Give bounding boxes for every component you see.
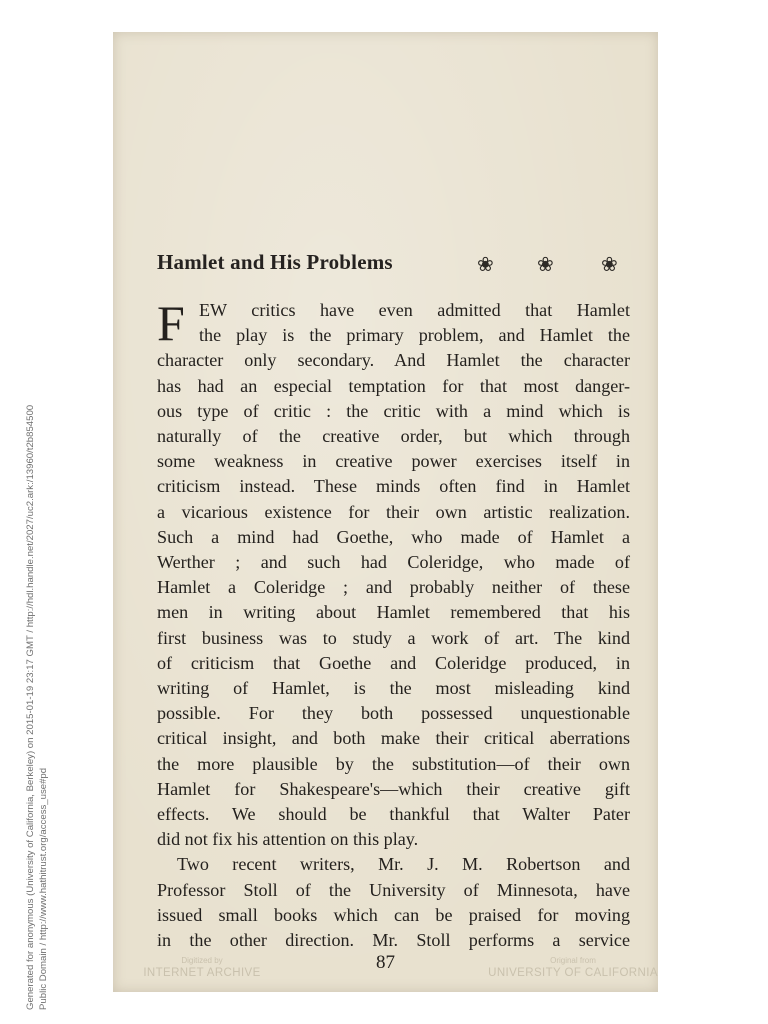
digitized-by-watermark	[132, 956, 272, 980]
text-line: the more plausible by the substitution—of their own	[157, 753, 630, 774]
internet-archive-logo-text: INTERNET ARCHIVE	[143, 967, 261, 979]
text-line: a vicarious existence for their own artistic realization.	[157, 501, 630, 522]
chapter-heading	[157, 250, 637, 280]
text-line: ous type of critic : the critic with a mind which is	[157, 400, 630, 421]
paragraph-1	[157, 295, 630, 852]
page-number: 87	[376, 952, 395, 973]
text-line: Two recent writers, Mr. J. M. Robertson and	[177, 854, 630, 875]
text-line: some weakness in creative power exercises itself in	[157, 451, 630, 472]
book-page	[113, 32, 658, 992]
original-from-watermark	[483, 956, 658, 980]
university-logo-text: UNIVERSITY OF CALIFORNIA	[488, 967, 658, 979]
access-stamp-text	[24, 405, 50, 1010]
text-line: naturally of the creative order, but which through	[157, 426, 630, 446]
text-line: men in writing about Hamlet remembered that his	[157, 602, 630, 623]
text-line: writing of Hamlet, is the most misleading kind	[157, 678, 630, 699]
watermark-small-text: Digitized by	[181, 956, 223, 965]
text-line: Professor Stoll of the University of Minnesota, have	[157, 879, 630, 900]
text-line: in the other direction. Mr. Stoll performs a service	[157, 930, 630, 951]
chapter-title: Hamlet and His Problems	[157, 250, 393, 274]
watermark-small-text: Original from	[550, 956, 596, 965]
text-line: effects. We should be thankful that Walter Pater	[157, 804, 630, 825]
fleuron-icon: ❀	[537, 252, 554, 276]
text-line: Hamlet a Coleridge ; and probably neither of these	[157, 577, 630, 598]
text-line: critical insight, and both make their critical aberrations	[157, 728, 630, 749]
text-line: of criticism that Goethe and Coleridge produced, in	[157, 652, 630, 673]
text-line: character only secondary. And Hamlet the character	[157, 350, 630, 371]
access-stamp-line-1: Generated for anonymous (University of California, Berkeley) on 2015-01-19 23:17 GMT / http://hdl.handle.net/2027/uc2.ark:/13960/t2b854500	[25, 404, 36, 1010]
access-stamp-line-2: Public Domain / http://www.hathitrust.org/access_use#pd	[38, 767, 49, 1010]
text-line: first business was to study a work of art. The kind	[157, 627, 630, 648]
text-line: possible. For they both possessed unquestionable	[157, 703, 630, 724]
fleuron-icon: ❀	[477, 252, 494, 276]
text-line: EW critics have even admitted that Hamlet	[199, 300, 630, 320]
access-stamp	[0, 0, 50, 1024]
text-line: Hamlet for Shakespeare's—which their creative gift	[157, 778, 630, 799]
dropcap-block	[157, 295, 630, 351]
text-line: criticism instead. These minds often find in Hamlet	[157, 476, 630, 497]
text-line: the play is the primary problem, and Hamlet the	[199, 325, 630, 346]
text-line: has had an especial temptation for that most danger-	[157, 375, 630, 396]
paragraph-2	[157, 852, 630, 953]
text-line: Werther ; and such had Coleridge, who made of	[157, 552, 630, 573]
body-text	[157, 295, 630, 953]
drop-cap: F	[157, 295, 185, 351]
text-line: did not fix his attention on this play.	[157, 829, 419, 850]
fleuron-icon: ❀	[601, 252, 618, 276]
text-line: Such a mind had Goethe, who made of Hamlet a	[157, 526, 630, 547]
text-line: issued small books which can be praised for moving	[157, 904, 630, 925]
